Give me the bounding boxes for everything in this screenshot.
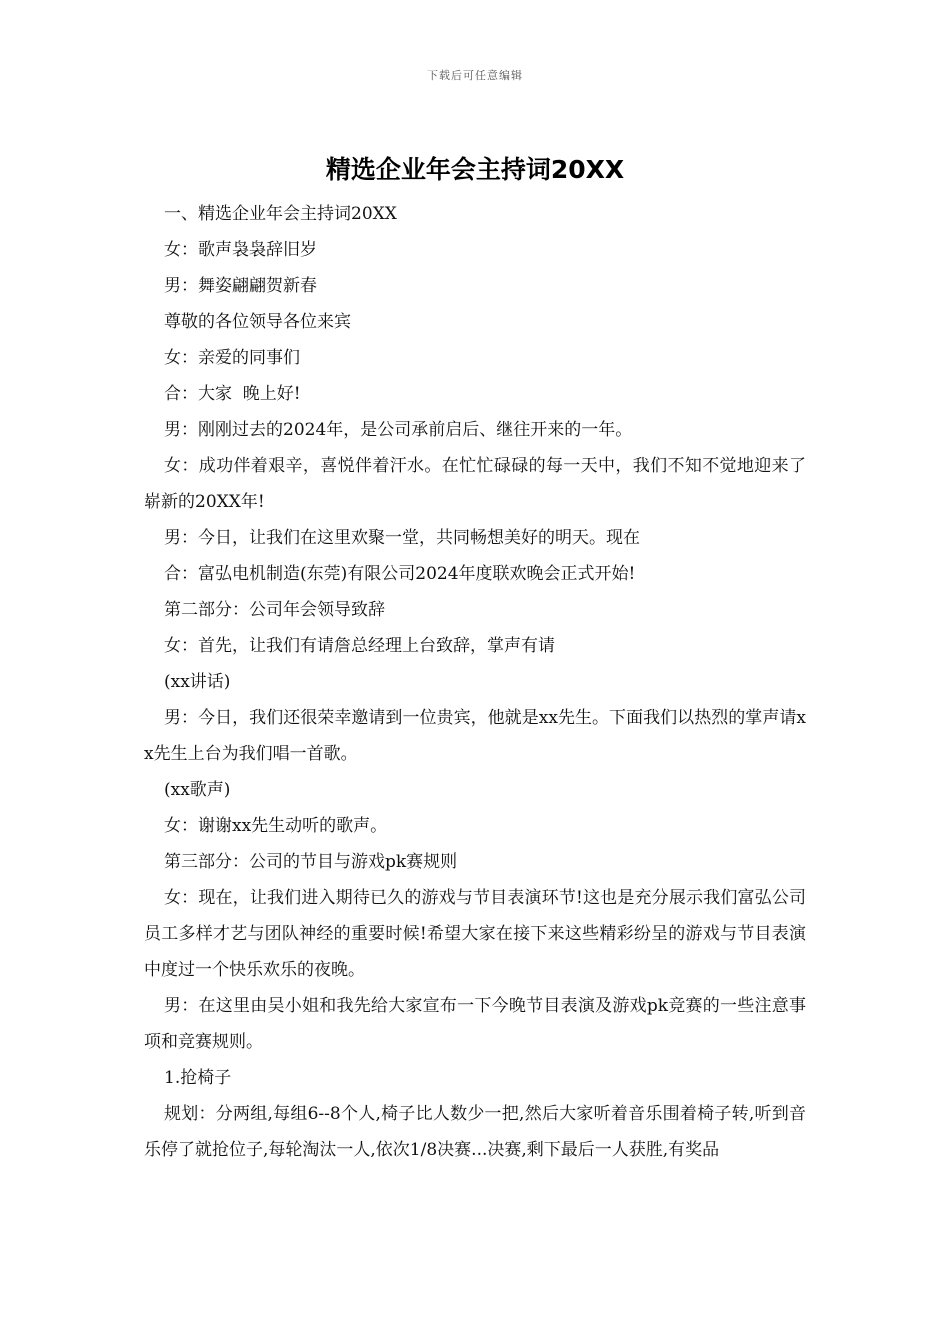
paragraph: 规划：分两组,每组6--8个人,椅子比人数少一把,然后大家听着音乐围着椅子转,听到音乐停了就抢位子,每轮淘汰一人,依次1/8决赛...决赛,剩下最后一人获胜,有奖品 bbox=[144, 1104, 806, 1160]
paragraph: 女：谢谢xx先生动听的歌声。 bbox=[164, 816, 388, 836]
paragraph: 男：舞姿翩翩贺新春 bbox=[164, 276, 317, 296]
paragraph: 尊敬的各位领导各位来宾 bbox=[164, 312, 351, 332]
section-heading: 第二部分：公司年会领导致辞 bbox=[164, 600, 385, 620]
paragraph: 女：亲爱的同事们 bbox=[164, 348, 300, 368]
paragraph: 合：富弘电机制造(东莞)有限公司2024年度联欢晚会正式开始! bbox=[164, 564, 636, 584]
paragraph: 男：今日，我们还很荣幸邀请到一位贵宾，他就是xx先生。下面我们以热烈的掌声请xx先生上台为我们唱一首歌。 bbox=[144, 708, 806, 764]
paragraph: (xx歌声) bbox=[164, 780, 231, 800]
paragraph: 女：现在，让我们进入期待已久的游戏与节目表演环节!这也是充分展示我们富弘公司员工多样才艺与团队神经的重要时候!希望大家在接下来这些精彩纷呈的游戏与节目表演中度过一个快乐欢乐的夜晚。 bbox=[144, 888, 806, 980]
document-body bbox=[144, 196, 806, 1168]
paragraph: 男：今日，让我们在这里欢聚一堂，共同畅想美好的明天。现在 bbox=[164, 528, 640, 548]
paragraph: 女：成功伴着艰辛，喜悦伴着汗水。在忙忙碌碌的每一天中，我们不知不觉地迎来了崭新的20XX年! bbox=[144, 456, 806, 512]
paragraph: (xx讲话) bbox=[164, 672, 231, 692]
paragraph: 男：刚刚过去的2024年，是公司承前启后、继往开来的一年。 bbox=[164, 420, 633, 440]
header-note: 下载后可任意编辑 bbox=[427, 69, 523, 82]
document-title: 精选企业年会主持词20XX bbox=[325, 155, 625, 184]
paragraph: 女：歌声袅袅辞旧岁 bbox=[164, 240, 317, 260]
paragraph: 一、精选企业年会主持词20XX bbox=[164, 204, 397, 224]
list-item-heading: 1.抢椅子 bbox=[164, 1068, 232, 1088]
paragraph: 女：首先，让我们有请詹总经理上台致辞，掌声有请 bbox=[164, 636, 555, 656]
paragraph: 合：大家 晚上好! bbox=[164, 384, 301, 404]
paragraph: 男：在这里由吴小姐和我先给大家宣布一下今晚节目表演及游戏pk竞赛的一些注意事项和竞赛规则。 bbox=[144, 996, 806, 1052]
section-heading: 第三部分：公司的节目与游戏pk赛规则 bbox=[164, 852, 458, 872]
